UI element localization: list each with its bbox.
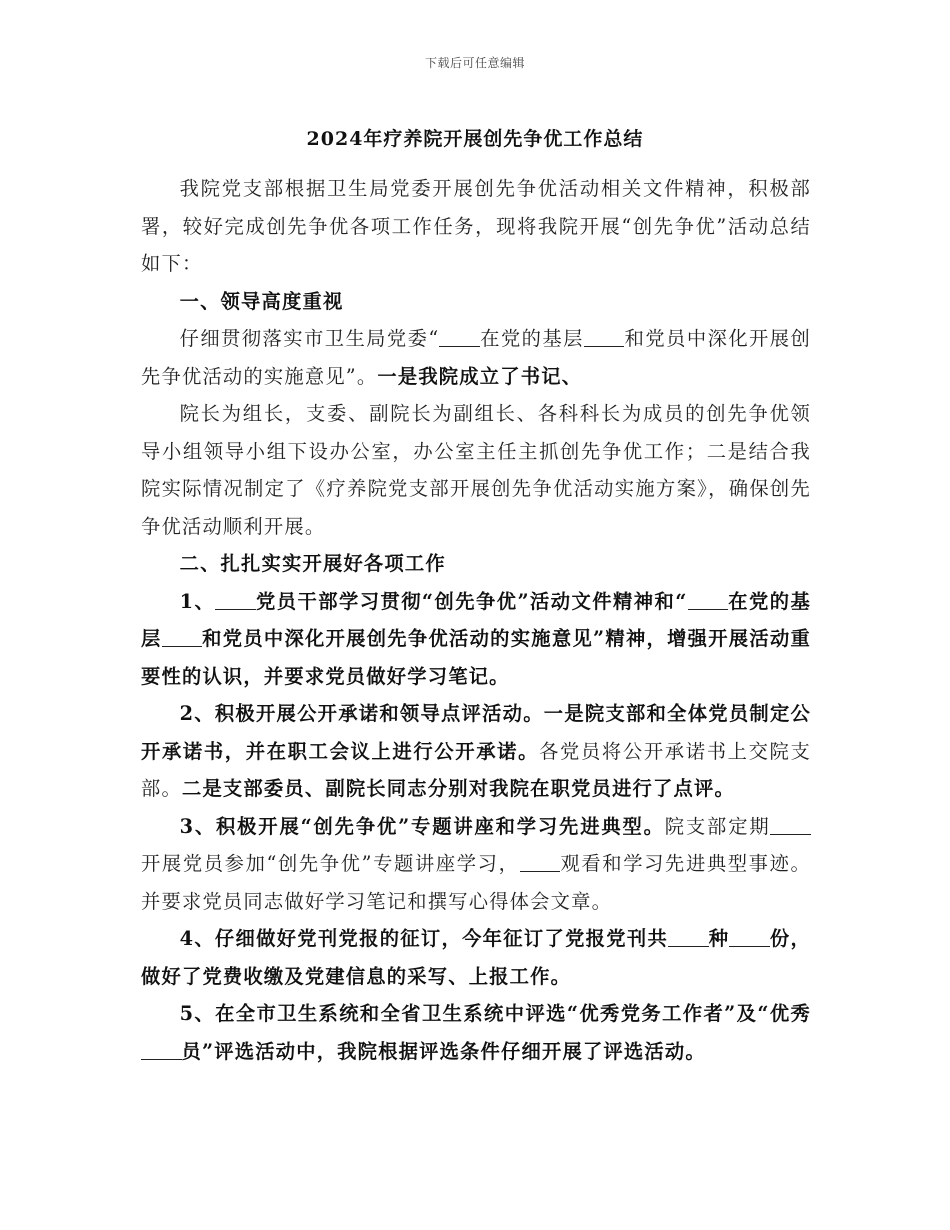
text-run: 和党员中深化开展创先争优活动的实施意见”。 [141, 327, 811, 388]
blank-underline [729, 927, 770, 947]
section-2-item-2 [141, 695, 811, 808]
section-2-heading: 二、扎扎实实开展好各项工作 [179, 552, 446, 575]
text-run: 种 [708, 927, 730, 950]
section-1-paragraph-1 [141, 320, 811, 395]
text-run: 员”评选活动中，我院根据评选条件仔细开展了评选活动。 [181, 1039, 706, 1063]
bold-text-run: 二是支部委员、副院长同志分别对我院在职党员进行了点评。 [181, 777, 735, 800]
section-1-heading: 一、领导高度重视 [179, 289, 344, 313]
text-run: 和党员中深化开展创先争优活动的实施意见”精神，增强开展活动重要性的认识，并要求党员做好学习笔记。 [141, 627, 811, 688]
section-1-paragraph-2: 院长为组长，支委、副院长为副组长、各科科长为成员的创先争优领导小组领导小组下设办公室，办公室主任主抓创先争优工作；二是结合我院实际情况制定了《疗养院党支部开展创先争优活动实施方案》，确保创先争优活动顺利开展。 [141, 402, 811, 538]
blank-underline [688, 589, 729, 609]
section-2-item-4 [141, 920, 811, 995]
section-2-item-3 [141, 808, 811, 921]
text-run: 党员干部学习贯彻“创先争优”活动文件精神和“ [255, 589, 688, 613]
text-run: 观看和学习先进典型事迹。并要求党员同志做好学习笔记和撰写心得体会文章。 [141, 852, 811, 913]
blank-underline [668, 927, 709, 947]
blank-underline [770, 814, 811, 834]
text-run: 1、 [179, 589, 216, 613]
document-body [141, 170, 811, 1070]
text-run: 各党员将公开承诺书上交院支部。 [141, 739, 811, 800]
text-run: 4、仔细做好党刊党报的征订，今年征订了党报党刊共 [179, 927, 669, 950]
document-title: 2024年疗养院开展创先争优工作总结 [306, 128, 644, 150]
blank-underline [584, 327, 625, 347]
bold-text-run: 3、积极开展“创先争优”专题讲座和学习先进典型。 [179, 814, 665, 838]
text-run: 仔细贯彻落实市卫生局党委“ [179, 327, 440, 350]
text-run: 在党的基层 [141, 589, 811, 650]
blank-underline [141, 1039, 182, 1059]
bold-text-run: 一是我院成立了书记、 [377, 364, 583, 388]
intro-paragraph: 我院党支部根据卫生局党委开展创先争优活动相关文件精神，积极部署，较好完成创先争优各项工作任务，现将我院开展“创先争优”活动总结如下： [141, 177, 811, 275]
blank-underline [215, 589, 256, 609]
page-header: 下载后可任意编辑 [424, 56, 525, 70]
blank-underline [439, 327, 480, 347]
text-run: 院支部定期 [664, 814, 771, 838]
blank-underline [162, 627, 203, 647]
section-2-item-5 [141, 995, 811, 1070]
blank-underline [520, 852, 561, 872]
text-run: 5、在全市卫生系统和全省卫生系统中评选“优秀党务工作者”及“优秀 [179, 1002, 811, 1025]
section-2-item-1 [141, 583, 811, 696]
text-run: 份，做好了党费收缴及党建信息的采写、上报工作。 [141, 927, 812, 988]
text-run: 开展党员参加“创先争优”专题讲座学习， [141, 852, 520, 875]
bold-text-run: 2、积极开展公开承诺和领导点评活动。一是院支部和全体党员制定公开承诺书，并在职工会议上进行公开承诺。 [141, 702, 811, 763]
text-run: 在党的基层 [479, 327, 584, 350]
